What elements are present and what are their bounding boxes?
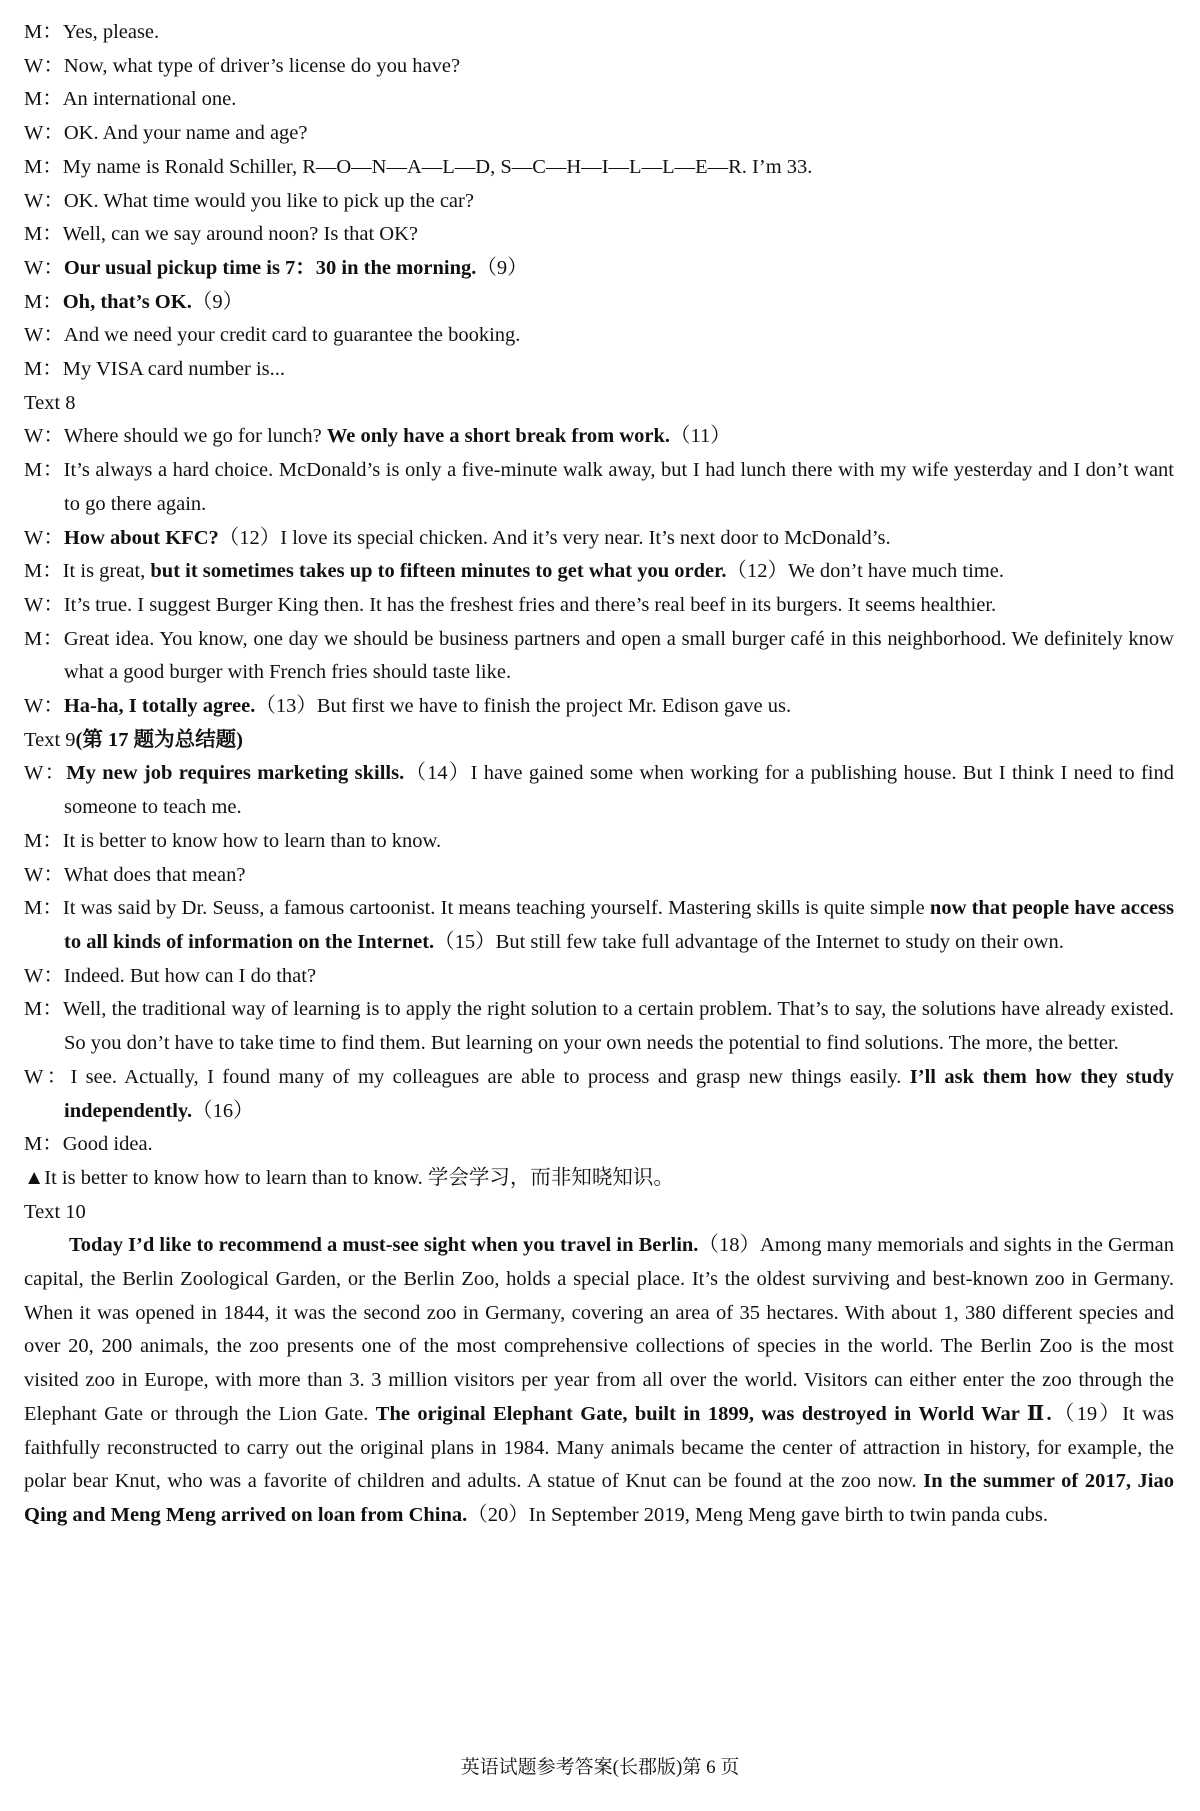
text-segment: （13）But first we have to finish the project Mr. Edison gave us.: [255, 695, 792, 718]
section-heading: [24, 387, 1174, 421]
text-segment: （11）: [670, 425, 731, 448]
text-segment: （16）: [192, 1099, 254, 1122]
speaker-label: W：: [24, 762, 67, 785]
speaker-label: W：: [24, 863, 64, 886]
text-segment: Text 10: [24, 1200, 86, 1223]
dialogue-line: [24, 117, 1174, 151]
answer-key-phrase: Our usual pickup time is 7：30 in the morning.: [63, 256, 477, 279]
text-segment: It is great,: [62, 560, 151, 583]
section-heading: [24, 724, 1174, 758]
answer-key-phrase: How about KFC?: [63, 526, 219, 549]
text-segment: Good idea.: [62, 1133, 153, 1156]
speaker-label: W：: [24, 256, 64, 279]
speaker-label: W：: [24, 1065, 71, 1088]
dialogue-line: [24, 960, 1174, 994]
section-heading: [24, 1196, 1174, 1230]
dialogue-line: [24, 892, 1174, 959]
speaker-label: M：: [24, 155, 63, 178]
answer-key-phrase: Ha-ha, I totally agree.: [63, 695, 256, 718]
dialogue-line: [24, 286, 1174, 320]
speaker-label: M：: [24, 290, 63, 313]
speaker-label: M：: [24, 223, 63, 246]
answer-key-phrase: In the summer of 2017, Jiao Qing and Meng Meng arrived on loan from China.: [24, 1470, 1174, 1526]
dialogue-line: [24, 1061, 1174, 1128]
speaker-label: M：: [24, 459, 64, 482]
dialogue-line: [24, 454, 1174, 521]
text-segment: Now, what type of driver’s license do you have?: [63, 54, 461, 77]
answer-key-phrase: Oh, that’s OK.: [62, 290, 192, 313]
text-segment: （19）It was faithfully reconstructed to carry out the original plans in 1984. Many animals became the center of attraction in history, for example, the polar bear Knut, who was a favorite of children and adults. A statue of Knut can be found at the zoo now.: [24, 1402, 1175, 1493]
speaker-label: M：: [24, 829, 63, 852]
text-segment: ▲It is better to know how to learn than to know. 学会学习，而非知晓知识。: [24, 1166, 674, 1189]
answer-key-phrase: but it sometimes takes up to fifteen minutes to get what you order.: [150, 560, 727, 583]
text-segment: OK. What time would you like to pick up the car?: [63, 189, 474, 212]
text-segment: It’s true. I suggest Burger King then. It has the freshest fries and there’s real beef in its burgers. It seems healthier.: [63, 593, 997, 616]
dialogue-line: [24, 993, 1174, 1060]
text-segment: It’s always a hard choice. McDonald’s is only a five-minute walk away, but I had lunch there with my wife yesterday and I don’t want to go there again.: [63, 459, 1174, 515]
dialogue-line: [24, 757, 1174, 824]
text-segment: （12）I love its special chicken. And it’s very near. It’s next door to McDonald’s.: [218, 526, 891, 549]
speaker-label: W：: [24, 593, 64, 616]
answer-key-phrase: We only have a short break from work.: [326, 425, 671, 448]
speaker-label: M：: [24, 897, 63, 920]
text-segment: （12）We don’t have much time.: [726, 560, 1004, 583]
dialogue-line: [24, 623, 1174, 690]
speaker-label: M：: [24, 998, 64, 1021]
dialogue-line: [24, 151, 1174, 185]
text-segment: Yes, please.: [62, 21, 160, 43]
speaker-label: W：: [24, 526, 64, 549]
text-segment: OK. And your name and age?: [63, 122, 308, 145]
dialogue-line: [24, 185, 1174, 219]
answer-key-phrase: (第 17 题为总结题): [75, 728, 243, 751]
dialogue-line: [24, 589, 1174, 623]
dialogue-line: [24, 252, 1174, 286]
passage-paragraph: [24, 1229, 1174, 1532]
speaker-label: M：: [24, 358, 63, 381]
text-segment: Text 8: [24, 391, 76, 414]
answer-key-phrase: The original Elephant Gate, built in 1899, was destroyed in World War Ⅱ.: [375, 1402, 1052, 1425]
text-segment: Indeed. But how can I do that?: [63, 964, 317, 987]
speaker-label: M：: [24, 21, 63, 43]
text-segment: And we need your credit card to guarantee the booking.: [63, 324, 521, 347]
text-segment: Where should we go for lunch?: [63, 425, 327, 448]
speaker-label: W：: [24, 54, 64, 77]
dialogue-line: [24, 16, 1174, 50]
dialogue-line: [24, 83, 1174, 117]
text-segment: （14）I have gained some when working for a publishing house. But I think I need to find someone to teach me.: [64, 762, 1174, 819]
answer-key-phrase: now that people have access to all kinds of information on the Internet.: [64, 897, 1174, 953]
dialogue-line: [24, 859, 1174, 893]
text-segment: （9）: [476, 256, 528, 279]
answer-key-phrase: My new job requires marketing skills.: [66, 762, 405, 785]
dialogue-line: [24, 555, 1174, 589]
speaker-label: M：: [24, 1133, 63, 1156]
speaker-label: M：: [24, 627, 64, 650]
dialogue-line: [24, 218, 1174, 252]
speaker-label: W：: [24, 122, 64, 145]
text-segment: （18）Among many memorials and sights in the German capital, the Berlin Zoological Garden, or the Berlin Zoo, holds a special place. It’s the oldest surviving and best-known zoo in Germany. When it was opened in 1844, it was the second zoo in Germany, covering an area of 35 hectares. With about 1, 380 different species and over 20, 200 animals, the zoo presents one of the most comprehensive collections of species in the world. The Berlin Zoo is the most visited zoo in Europe, with more than 3. 3 million visitors per year from all over the world. Visitors can either enter the zoo through the Elephant Gate or through the Lion Gate.: [24, 1234, 1174, 1425]
text-segment: Text 9: [24, 728, 76, 751]
speaker-label: M：: [24, 88, 63, 111]
text-segment: （15）But still few take full advantage of the Internet to study on their own.: [434, 930, 1064, 953]
speaker-label: W：: [24, 425, 64, 448]
speaker-label: M：: [24, 560, 63, 583]
dialogue-line: [24, 690, 1174, 724]
dialogue-line: [24, 825, 1174, 859]
answer-key-phrase: Today I’d like to recommend a must-see sight when you travel in Berlin.: [69, 1234, 699, 1257]
speaker-label: W：: [24, 324, 64, 347]
text-segment: Well, the traditional way of learning is to apply the right solution to a certain problem. That’s to say, the solutions have already existed. So you don’t have to take time to find them. But learning on your own needs the potential to find solutions. The more, the better.: [63, 998, 1174, 1055]
text-segment: My VISA card number is...: [62, 358, 285, 381]
text-segment: It is better to know how to learn than to know.: [62, 829, 442, 852]
dialogue-line: [24, 353, 1174, 387]
text-segment: An international one.: [62, 88, 237, 111]
text-segment: It was said by Dr. Seuss, a famous cartoonist. It means teaching yourself. Mastering skills is quite simple: [62, 897, 930, 920]
text-segment: Great idea. You know, one day we should be business partners and open a small burger café in this neighborhood. We definitely know what a good burger with French fries should taste like.: [63, 627, 1174, 684]
section-heading: [24, 1162, 1174, 1196]
text-segment: Well, can we say around noon? Is that OK?: [62, 223, 419, 246]
text-segment: （9）: [191, 290, 244, 313]
page-footer: 英语试题参考答案(长郡版)第 6 页: [460, 1757, 740, 1778]
dialogue-line: [24, 1128, 1174, 1162]
speaker-label: W：: [24, 189, 64, 212]
dialogue-line: [24, 319, 1174, 353]
dialogue-line: [24, 522, 1174, 556]
answer-key-transcript: [24, 16, 1174, 1533]
dialogue-line: [24, 420, 1174, 454]
speaker-label: W：: [24, 964, 64, 987]
text-segment: （20）In September 2019, Meng Meng gave birth to twin panda cubs.: [467, 1503, 1048, 1526]
dialogue-line: [24, 50, 1174, 84]
text-segment: I see. Actually, I found many of my colleagues are able to process and grasp new things easily.: [70, 1065, 910, 1088]
speaker-label: W：: [24, 695, 64, 718]
text-segment: My name is Ronald Schiller, R—O—N—A—L—D, S—C—H—I—L—L—E—R. I’m 33.: [62, 155, 813, 178]
answer-key-phrase: I’ll ask them how they study independently.: [64, 1065, 1174, 1122]
text-segment: What does that mean?: [63, 863, 246, 886]
